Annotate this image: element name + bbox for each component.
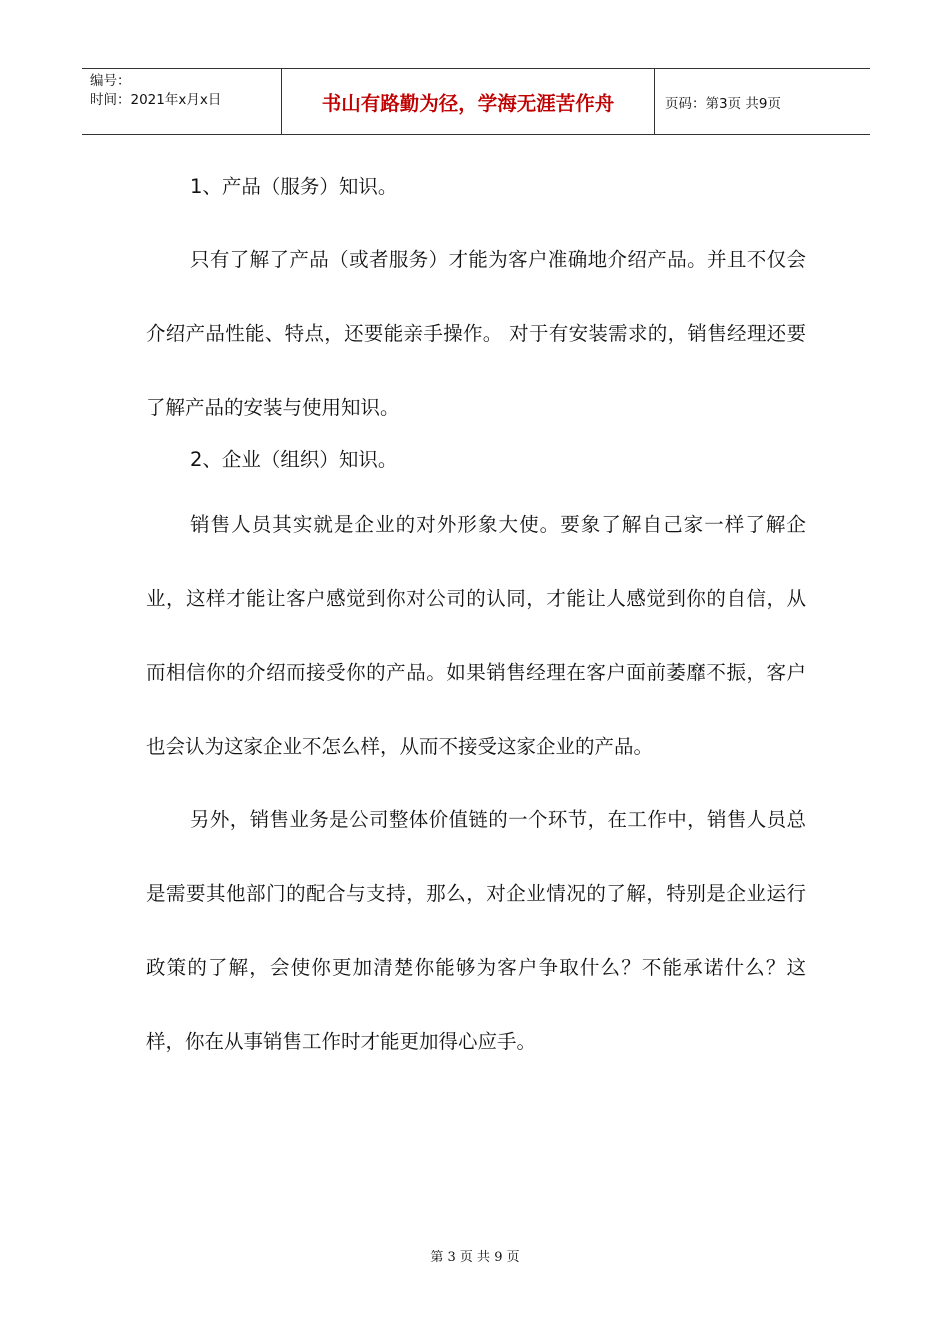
paragraph-other: 另外，销售业务是公司整体价值链的一个环节，在工作中，销售人员总是需要其他部门的配合与支持，那么，对企业情况的了解，特别是企业运行政策的了解，会使你更加清楚你能够为客户争取什么？不能承诺什么？这样，你在从事销售工作时才能更加得心应手。: [146, 808, 806, 1053]
page-header: [82, 68, 870, 135]
paragraph-company: 销售人员其实就是企业的对外形象大使。要象了解自己家一样了解企业，这样才能让客户感觉到你对公司的认同，才能让人感觉到你的自信，从而相信你的介绍而接受你的产品。如果销售经理在客户面前萎靡不振，客户也会认为这家企业不怎么样，从而不接受这家企业的产品。: [146, 513, 806, 758]
section-heading-product: 1、产品（服务）知识。: [190, 175, 398, 198]
header-page-info: 页码：第3页 共9页: [665, 95, 781, 112]
header-motto: 书山有路勤为径，学海无涯苦作舟: [282, 69, 655, 134]
document-number: 编号：: [90, 73, 131, 89]
header-meta: [82, 69, 282, 134]
page-footer: 第 3 页 共 9 页: [430, 1250, 520, 1265]
paragraph-product: 只有了解了产品（或者服务）才能为客户准确地介绍产品。并且不仅会介绍产品性能、特点，还要能亲手操作。 对于有安装需求的，销售经理还要了解产品的安装与使用知识。: [146, 248, 806, 419]
document-body: [146, 168, 806, 1079]
section-heading-company: 2、企业（组织）知识。: [190, 448, 398, 471]
document-date: 时间：2021年x月x日: [90, 92, 222, 108]
